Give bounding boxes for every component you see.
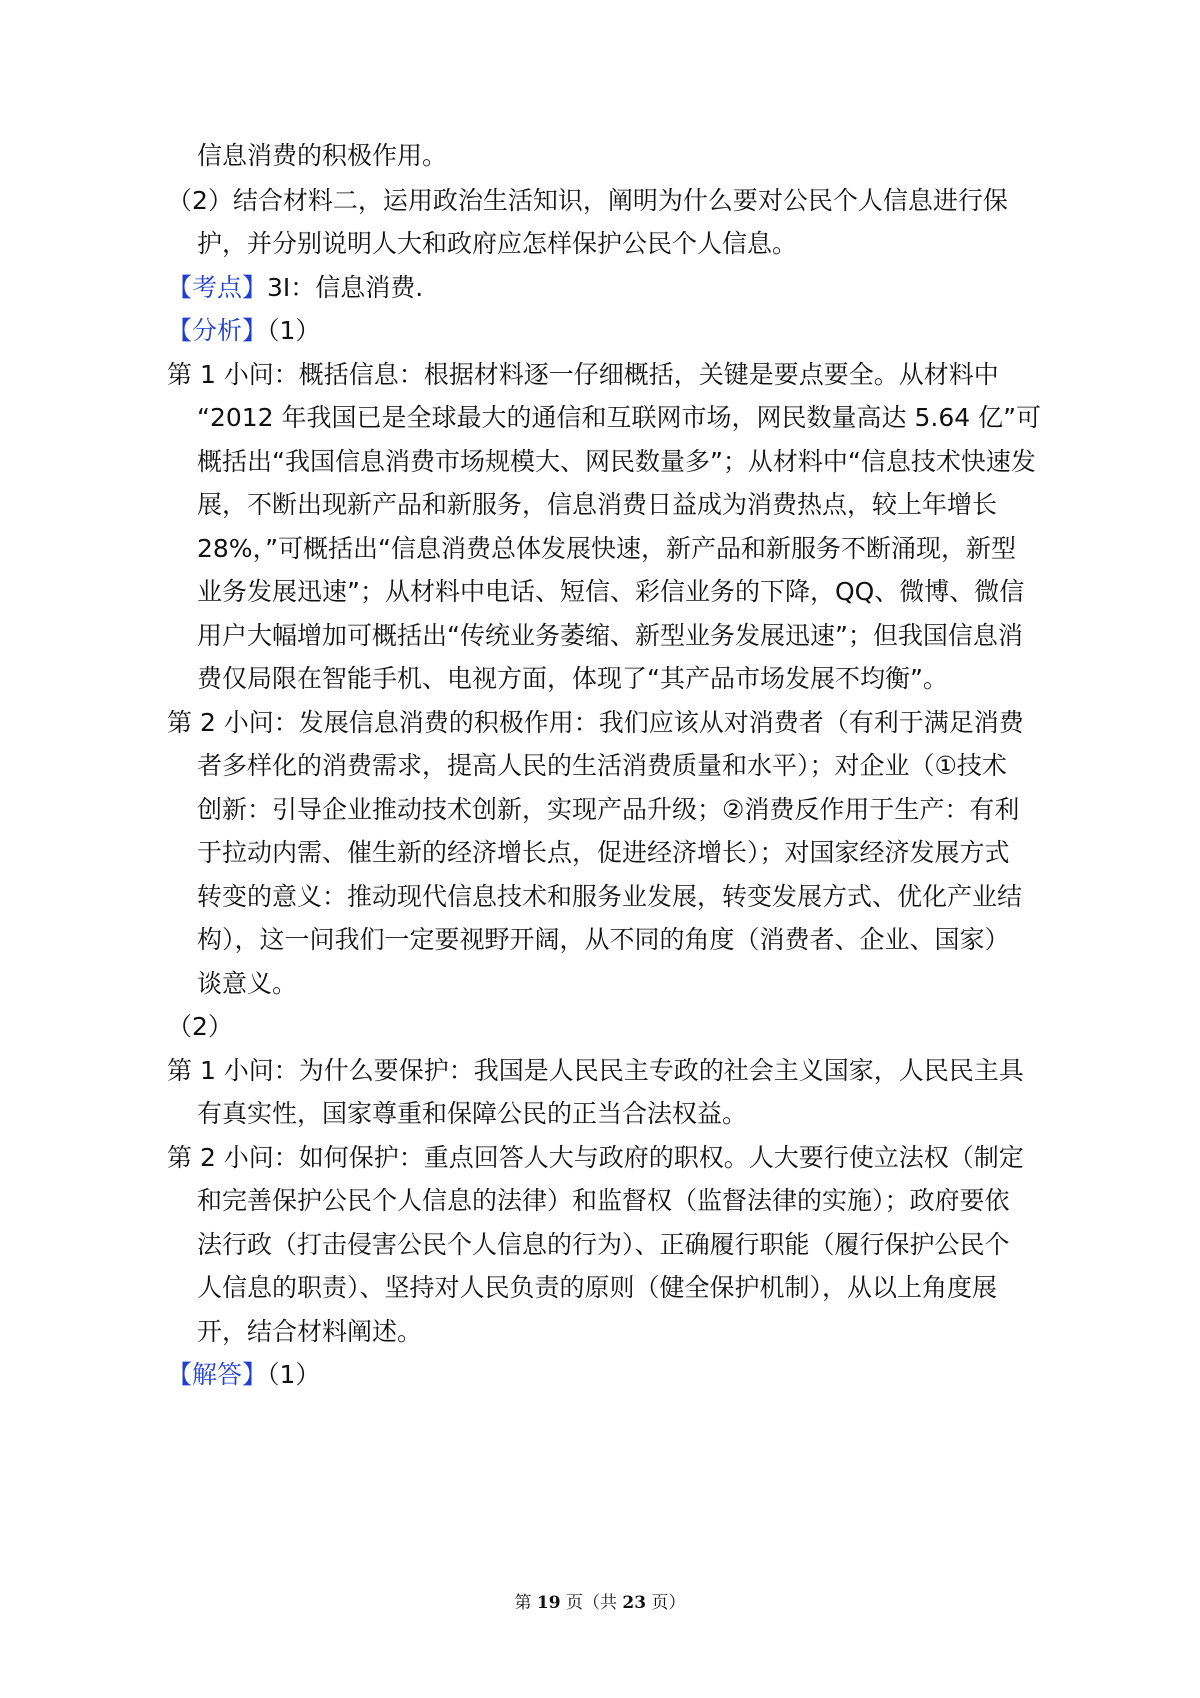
footer-prefix: 第	[514, 1593, 537, 1613]
footer-page-number: 19	[536, 1593, 561, 1613]
kaodian-tag: 【考点】	[167, 273, 268, 302]
part1-q2-line-4: 于拉动内需、催生新的经济增长点，促进经济增长）；对国家经济发展方式	[197, 838, 1010, 867]
part1-q1-line-4: 展，不断出现新产品和新服务，信息消费日益成为消费热点，较上年增长	[197, 490, 998, 519]
question-2-line-2: 护，并分别说明人大和政府应怎样保护公民个人信息。	[197, 229, 798, 258]
part2-q2-line-2: 和完善保护公民个人信息的法律）和监督权（监督法律的实施）；政府要依	[197, 1186, 1010, 1215]
part2-q2-line-3: 法行政（打击侵害公民个人信息的行为）、正确履行职能（履行保护公民个	[197, 1230, 1010, 1259]
jieda-tag: 【解答】	[167, 1360, 268, 1389]
intro-tail: 信息消费的积极作用。	[197, 141, 448, 170]
part2-q2-line-1: 第 2 小问：如何保护：重点回答人大与政府的职权。人大要行使立法权（制定	[167, 1143, 1024, 1172]
part1-q1-line-8: 费仅局限在智能手机、电视方面，体现了“其产品市场发展不均衡”。	[197, 664, 948, 693]
part2-label: （2）	[167, 1012, 233, 1041]
part1-q2-line-7: 谈意义。	[197, 969, 298, 998]
part2-q2-line-5: 开，结合材料阐述。	[197, 1317, 423, 1346]
part2-q1-line-2: 有真实性，国家尊重和保障公民的正当合法权益。	[197, 1099, 748, 1128]
part1-q1-line-1: 第 1 小问：概括信息：根据材料逐一仔细概括，关键是要点要全。从材料中	[167, 360, 999, 389]
footer-total-pages: 23	[622, 1593, 647, 1613]
fenxi-row	[167, 311, 320, 351]
part1-q2-line-1: 第 2 小问：发展信息消费的积极作用：我们应该从对消费者（有利于满足消费	[167, 708, 1024, 737]
question-2-line-1: （2）结合材料二，运用政治生活知识，阐明为什么要对公民个人信息进行保	[167, 186, 1008, 215]
part2-q2-line-4: 人信息的职责）、坚持对人民负责的原则（健全保护机制），从以上角度展	[197, 1273, 998, 1302]
kaodian-row	[167, 268, 423, 308]
footer-suffix: 页）	[646, 1593, 686, 1613]
part1-q1-line-7: 用户大幅增加可概括出“传统业务萎缩、新型业务发展迅速”；但我国信息消	[197, 621, 1023, 650]
part1-q2-line-6: 构），这一问我们一定要视野开阔，从不同的角度（消费者、企业、国家）	[197, 925, 1010, 954]
part1-q1-line-2: “2012 年我国已是全球最大的通信和互联网市场，网民数量高达 5.64 亿”可	[197, 403, 1042, 432]
fenxi-text: （1）	[267, 316, 321, 345]
jieda-text: （1）	[267, 1360, 321, 1389]
part1-q1-line-3: 概括出“我国信息消费市场规模大、网民数量多”；从材料中“信息技术快速发	[197, 447, 1036, 476]
part1-q2-line-2: 者多样化的消费需求，提高人民的生活消费质量和水平）；对企业（①技术	[197, 751, 1007, 780]
page-footer	[0, 1588, 1200, 1613]
part2-q1-line-1: 第 1 小问：为什么要保护：我国是人民民主专政的社会主义国家，人民民主具	[167, 1056, 1024, 1085]
part1-q2-line-5: 转变的意义：推动现代信息技术和服务业发展，转变发展方式、优化产业结	[197, 882, 1023, 911]
part1-q1-line-6: 业务发展迅速”；从材料中电话、短信、彩信业务的下降，QQ、微博、微信	[197, 577, 1025, 606]
kaodian-text: 3I：信息消费.	[267, 273, 424, 302]
part1-q2-line-3: 创新：引导企业推动技术创新，实现产品升级；②消费反作用于生产：有利	[197, 795, 1020, 824]
fenxi-tag: 【分析】	[167, 316, 268, 345]
part1-q1-line-5: 28%，”可概括出“信息消费总体发展快速，新产品和新服务不断涌现，新型	[197, 534, 1016, 563]
jieda-row	[167, 1355, 320, 1395]
footer-middle: 页（共	[560, 1593, 623, 1613]
